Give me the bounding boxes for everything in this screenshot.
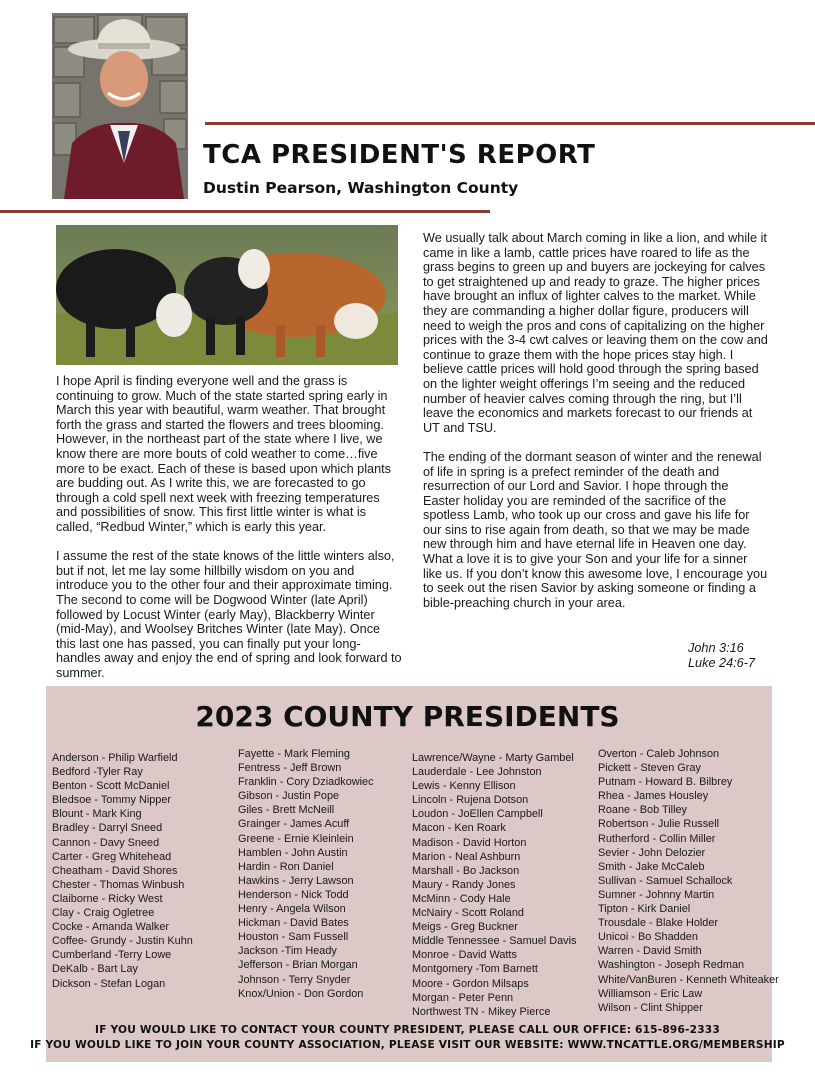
list-item: Unicoi - Bo Shadden: [598, 931, 698, 944]
list-item: Cumberland -Terry Lowe: [52, 949, 172, 962]
list-item: Fentress - Jeff Brown: [238, 762, 342, 775]
list-item: Overton - Caleb Johnson: [598, 748, 720, 760]
membership-website-line: IF YOU WOULD LIKE TO JOIN YOUR COUNTY ASSOCIATION, PLEASE VISIT OUR WEBSITE: WWW.TNCATTLE.ORG/MEMBERSHIP: [30, 1039, 785, 1051]
list-item: Henderson - Nick Todd: [238, 888, 349, 901]
list-item: Chester - Thomas Winbush: [52, 878, 185, 891]
article-left-column: [56, 374, 402, 695]
article-paragraph: The ending of the dormant season of winter and the renewal of life in spring is a prefect reminder of the death and resurrection of our Lord and Savior. I hope through the Easter holiday you are reminded of the sacrifice of the spotless Lamb, who took up our cross and gave his life for our sins to rise again from death, so that we may be made new through him and have eternal life in Heaven one day. What a love it is to give your Son and your life for a sinner like us. If you don’t know this awesome love, I encourage you to seek out the risen Savior by asking someone or finding a bible-preaching church in your area.: [423, 449, 768, 610]
list-item: Warren - David Smith: [598, 945, 702, 958]
county-presidents-title: 2023 COUNTY PRESIDENTS: [195, 700, 620, 733]
list-item: Coffee- Grundy - Justin Kuhn: [52, 935, 193, 948]
list-item: Macon - Ken Roark: [412, 822, 506, 835]
list-item: Cocke - Amanda Walker: [52, 921, 170, 934]
list-item: Lincoln - Rujena Dotson: [412, 794, 529, 807]
list-item: Monroe - David Watts: [412, 949, 517, 962]
list-item: Houston - Sam Fussell: [238, 931, 349, 944]
list-item: Bledsoe - Tommy Nipper: [52, 794, 172, 807]
article-right-column: [423, 231, 768, 625]
list-item: Putnam - Howard B. Bilbrey: [598, 776, 733, 789]
list-item: Lauderdale - Lee Johnston: [412, 766, 542, 779]
list-item: Knox/Union - Don Gordon: [238, 987, 364, 1000]
list-item: McMinn - Cody Hale: [412, 892, 511, 905]
list-item: Marshall - Bo Jackson: [412, 864, 520, 877]
list-item: Hamblen - John Austin: [238, 846, 348, 859]
county-list-column-4: [598, 747, 779, 1015]
header-bottom-rule: [0, 210, 490, 213]
list-item: Henry - Angela Wilson: [238, 903, 346, 916]
list-item: Meigs - Greg Buckner: [412, 921, 518, 934]
list-item: DeKalb - Bart Lay: [52, 963, 138, 976]
list-item: Middle Tennessee - Samuel Davis: [412, 935, 577, 948]
list-item: Sumner - Johnny Martin: [598, 888, 715, 901]
scripture-references: [688, 641, 755, 671]
list-item: Williamson - Eric Law: [598, 987, 703, 1000]
list-item: Roane - Bob Tilley: [598, 804, 687, 817]
cattle-photo: [56, 225, 398, 365]
list-item: Jackson -Tim Heady: [238, 945, 337, 958]
list-item: Hawkins - Jerry Lawson: [238, 874, 354, 887]
list-item: White/VanBuren - Kenneth Whiteaker: [598, 973, 779, 986]
article-paragraph: We usually talk about March coming in like a lion, and while it came in like a lamb, cattle prices have roared to life as the grass begins to green up and buyers are jockeying for calves to get straightened up and ready to graze. The higher prices have brought an influx of lighter calves to the market. While they are commanding a higher dollar figure, producers will need to weigh the pros and cons of capitalizing on the higher prices with the 3-4 cwt calves or leaving them on the cow and continue to graze them with the hope prices stay high. I believe cattle prices will hold good through the spring based on the lighter weight offerings I’m seeing and the reduced number of heavier calves coming through the ring, but I’ll leave the economics and markets forecast to our friends at UT and TSU.: [423, 231, 768, 435]
list-item: Trousdale - Blake Holder: [598, 917, 719, 930]
header-top-rule: [205, 122, 815, 125]
page-title: TCA PRESIDENT'S REPORT: [203, 140, 596, 170]
list-item: Hickman - David Bates: [238, 917, 349, 930]
president-portrait-photo: [52, 13, 188, 199]
county-list-column-3: [412, 751, 576, 1019]
list-item: Bedford -Tyler Ray: [52, 766, 143, 779]
list-item: Morgan - Peter Penn: [412, 991, 514, 1004]
list-item: Giles - Brett McNeill: [238, 804, 335, 817]
article-paragraph: I hope April is finding everyone well and the grass is continuing to grow. Much of the state started spring early in March this year with beautiful, warm weather. That brought forth the grass and started the flowers and trees blooming. However, in the northeast part of the state where I live, we know there are more bouts of cold weather to come…five more to be exact. Each of these is based upon which plants are budding out. As I write this, we are forecasted to go through a cold spell next week with freezing temperatures and possibilities of snow. This first little winter is what is called, “Redbud Winter,” which is early this year.: [56, 374, 392, 534]
list-item: Sevier - John Delozier: [598, 846, 706, 859]
list-item: Clay - Craig Ogletree: [52, 907, 155, 920]
list-item: Jefferson - Brian Morgan: [238, 959, 358, 972]
list-item: Marion - Neal Ashburn: [412, 850, 521, 863]
list-item: Bradley - Darryl Sneed: [52, 822, 163, 835]
scripture-reference: John 3:16: [688, 641, 744, 655]
list-item: Pickett - Steven Gray: [598, 762, 701, 775]
list-item: Cheatham - David Shores: [52, 864, 178, 877]
list-item: Greene - Ernie Kleinlein: [238, 832, 354, 845]
list-item: Robertson - Julie Russell: [598, 818, 720, 831]
list-item: Claiborne - Ricky West: [52, 892, 163, 905]
list-item: Cannon - Davy Sneed: [52, 836, 160, 849]
list-item: Washington - Joseph Redman: [598, 959, 745, 972]
list-item: Tipton - Kirk Daniel: [598, 903, 691, 916]
list-item: Hardin - Ron Daniel: [238, 860, 334, 873]
list-item: Blount - Mark King: [52, 808, 142, 821]
author-byline: Dustin Pearson, Washington County: [203, 179, 519, 197]
county-list-column-2: [238, 747, 374, 1001]
list-item: Maury - Randy Jones: [412, 878, 516, 891]
list-item: Moore - Gordon Milsaps: [412, 977, 529, 990]
list-item: Anderson - Philip Warfield: [52, 752, 178, 764]
list-item: Dickson - Stefan Logan: [52, 977, 166, 990]
scripture-reference: Luke 24:6-7: [688, 656, 756, 670]
list-item: Carter - Greg Whitehead: [52, 850, 172, 863]
list-item: Grainger - James Acuff: [238, 818, 350, 831]
list-item: Lewis - Kenny Ellison: [412, 780, 516, 793]
list-item: Wilson - Clint Shipper: [598, 1001, 703, 1014]
list-item: Fayette - Mark Fleming: [238, 748, 350, 760]
list-item: Sullivan - Samuel Schallock: [598, 874, 733, 887]
list-item: Lawrence/Wayne - Marty Gambel: [412, 752, 574, 764]
list-item: Madison - David Horton: [412, 836, 527, 849]
list-item: Smith - Jake McCaleb: [598, 860, 705, 873]
county-list-column-1: [52, 751, 193, 991]
list-item: Gibson - Justin Pope: [238, 790, 340, 803]
list-item: Loudon - JoEllen Campbell: [412, 808, 543, 821]
list-item: McNairy - Scott Roland: [412, 907, 524, 920]
list-item: Montgomery -Tom Barnett: [412, 963, 538, 976]
article-paragraph: I assume the rest of the state knows of the little winters also, but if not, let me lay some hillbilly wisdom on you and introduce you to the other four and their approximate timing. The second to come will be Dogwood Winter (late April) followed by Locust Winter (early May), Blackberry Winter (mid-May), and Woolsey Britches Winter (late May). Once this last one has passed, you can finally put your long-handles away and enjoy the end of spring and look forward to summer.: [56, 549, 402, 680]
list-item: Rutherford - Collin Miller: [598, 832, 716, 845]
contact-phone-line: IF YOU WOULD LIKE TO CONTACT YOUR COUNTY PRESIDENT, PLEASE CALL OUR OFFICE: 615-896-2333: [95, 1024, 720, 1036]
list-item: Northwest TN - Mikey Pierce: [412, 1005, 551, 1018]
list-item: Franklin - Cory Dziadkowiec: [238, 776, 374, 789]
list-item: Benton - Scott McDaniel: [52, 780, 170, 793]
list-item: Johnson - Terry Snyder: [238, 973, 351, 986]
list-item: Rhea - James Housley: [598, 790, 709, 803]
